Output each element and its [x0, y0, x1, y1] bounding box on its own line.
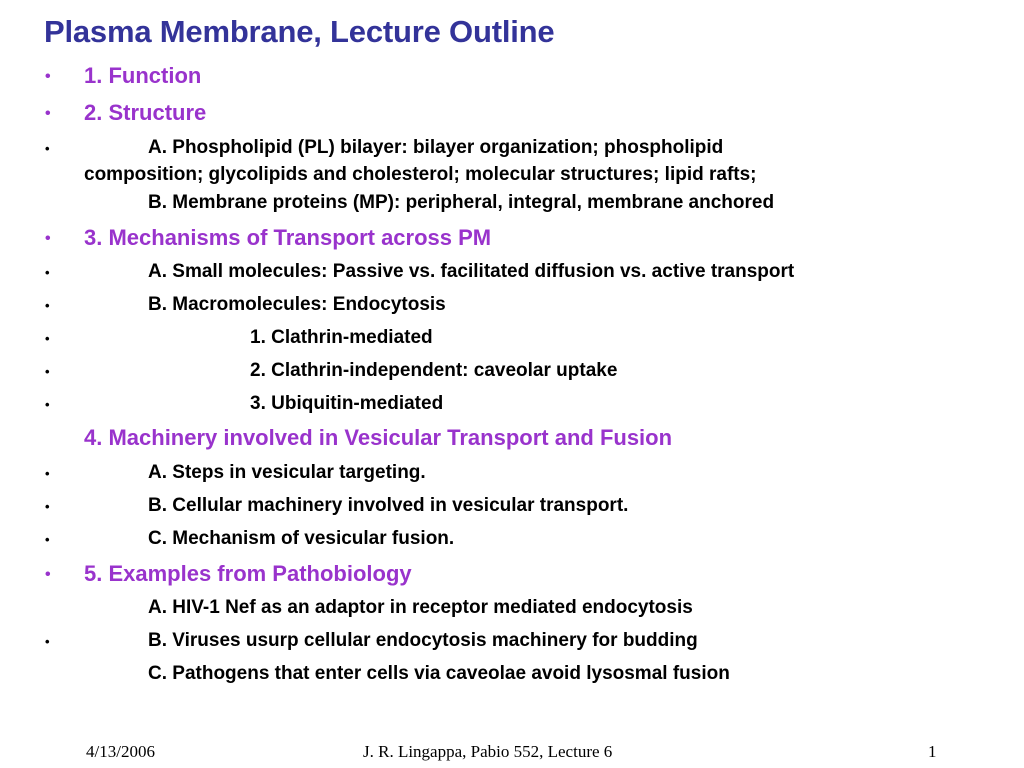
- bullet-icon: •: [45, 68, 51, 85]
- subitem-membrane-proteins: B. Membrane proteins (MP): peripheral, integral, membrane anchored: [148, 192, 775, 213]
- bullet-icon: •: [45, 466, 50, 481]
- subitem-cellular-machinery: B. Cellular machinery involved in vesicular transport.: [148, 495, 629, 516]
- heading-structure: 2. Structure: [84, 100, 207, 125]
- subitem-phospholipid-continuation: composition; glycolipids and cholesterol; molecular structures; lipid rafts;: [84, 164, 757, 185]
- heading-machinery: 4. Machinery involved in Vesicular Transport and Fusion: [84, 425, 673, 450]
- bullet-icon: •: [45, 331, 50, 346]
- heading-function: 1. Function: [84, 63, 202, 88]
- subitem-viruses: B. Viruses usurp cellular endocytosis machinery for budding: [148, 630, 698, 651]
- footer-date: 4/13/2006: [86, 742, 155, 761]
- bullet-icon: •: [45, 566, 51, 583]
- bullet-icon: •: [45, 364, 50, 379]
- subitem-hiv: A. HIV-1 Nef as an adaptor in receptor mediated endocytosis: [148, 597, 693, 618]
- bullet-icon: •: [45, 105, 51, 122]
- subitem-fusion-mechanism: C. Mechanism of vesicular fusion.: [148, 528, 455, 549]
- subsubitem-ubiquitin: 3. Ubiquitin-mediated: [250, 393, 444, 414]
- slide-title: Plasma Membrane, Lecture Outline: [44, 14, 555, 49]
- bullet-icon: •: [45, 532, 50, 547]
- subitem-phospholipid: A. Phospholipid (PL) bilayer: bilayer organization; phospholipid: [148, 137, 724, 158]
- subsubitem-clathrin: 1. Clathrin-mediated: [250, 327, 433, 348]
- bullet-icon: •: [45, 141, 50, 156]
- bullet-icon: •: [45, 499, 50, 514]
- subitem-small-molecules: A. Small molecules: Passive vs. facilitated diffusion vs. active transport: [148, 261, 795, 282]
- footer-page-number: 1: [928, 742, 937, 761]
- subsubitem-caveolar: 2. Clathrin-independent: caveolar uptake: [250, 360, 618, 381]
- footer-course: J. R. Lingappa, Pabio 552, Lecture 6: [363, 742, 613, 761]
- bullet-icon: •: [45, 230, 51, 247]
- bullet-icon: •: [45, 634, 50, 649]
- subitem-steps: A. Steps in vesicular targeting.: [148, 462, 426, 483]
- bullet-icon: •: [45, 397, 50, 412]
- bullet-icon: •: [45, 265, 50, 280]
- subitem-pathogens: C. Pathogens that enter cells via caveolae avoid lysosmal fusion: [148, 663, 730, 684]
- heading-mechanisms: 3. Mechanisms of Transport across PM: [84, 225, 492, 250]
- bullet-icon: •: [45, 298, 50, 313]
- heading-examples: 5. Examples from Pathobiology: [84, 561, 412, 586]
- subitem-macromolecules: B. Macromolecules: Endocytosis: [148, 294, 446, 315]
